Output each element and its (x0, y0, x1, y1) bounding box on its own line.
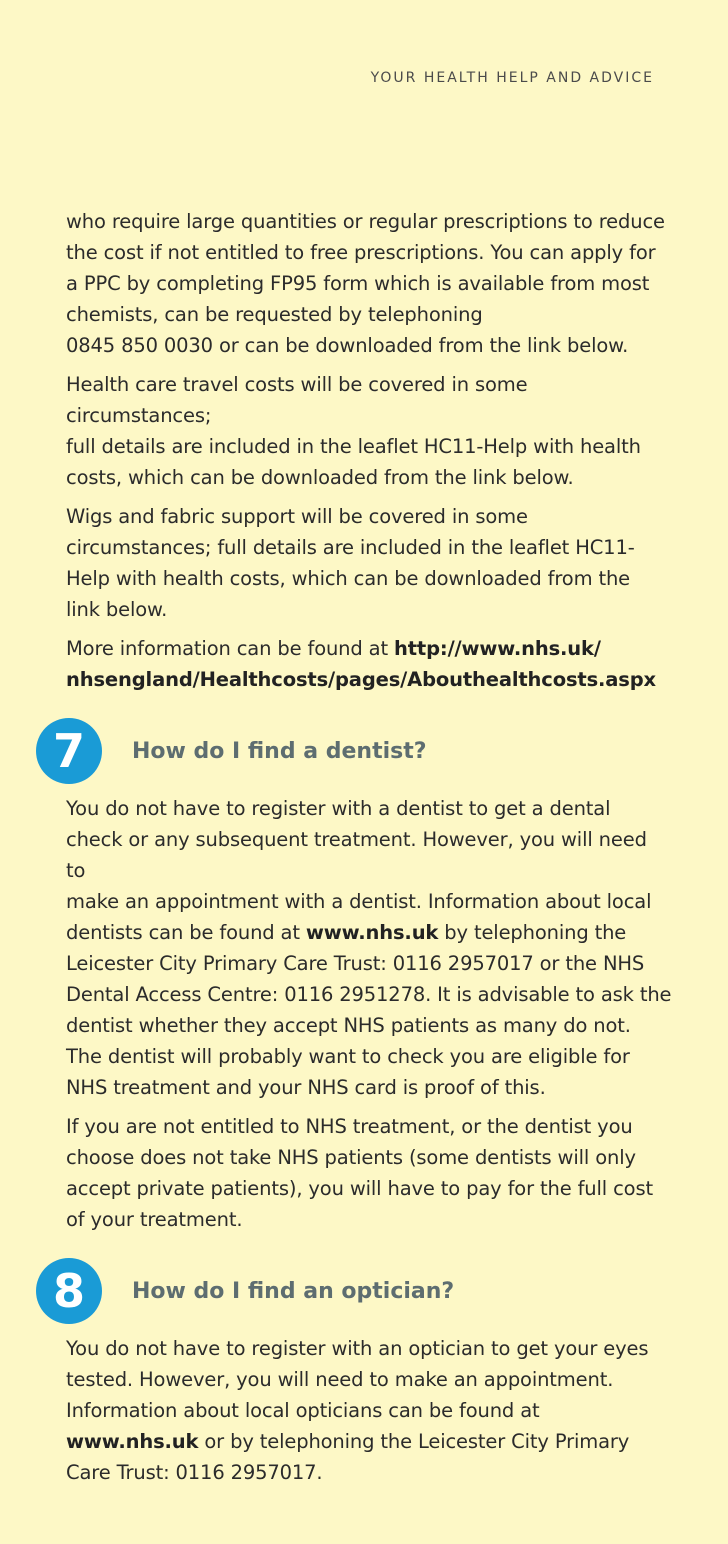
optician-paragraph (66, 1333, 672, 1488)
dentist-paragraph (66, 793, 672, 1103)
dentist-text-b: by telephoning the Leicester City Primary Care Trust: 0116 2957017 or the NHS Dental Access Centre: 0116 2951278. It is advisable to ask the dentist whether they accept NHS patients as many do not. The dentist will probably want to check you are eligible for NHS treatment and your NHS card is proof of this. (66, 921, 672, 1099)
healthcosts-link-part2[interactable]: nhsengland/Healthcosts/pages/Abouthealthcosts.aspx (66, 668, 656, 691)
healthcosts-link-part1[interactable]: http://www.nhs.uk/ (394, 637, 601, 660)
optician-text-b: or by telephoning the Leicester City Primary Care Trust: 0116 2957017. (66, 1430, 630, 1484)
optician-text-a: You do not have to register with an optician to get your eyes tested. However, you will need to make an appointment. Information about local opticians can be found at (66, 1337, 649, 1422)
section-7-title: How do I find a dentist? (132, 738, 427, 764)
ppc-paragraph: who require large quantities or regular prescriptions to reduce the cost if not entitled to free prescriptions. You can apply for a PPC by completing FP95 form which is available from most chemists, can be requested by telephoning 0845 850 0030 or can be downloaded from the link below. (66, 210, 665, 357)
section-8-number: 8 (36, 1258, 102, 1324)
section-7-heading (36, 715, 672, 787)
dentist-text-a: You do not have to register with a dentist to get a dental check or any subsequent treatment. However, you will need to make an appointment with a dentist. Information about local dentists can be found at (66, 797, 652, 944)
section-8-heading (36, 1255, 672, 1327)
wigs-paragraph: Wigs and fabric support will be covered in some circumstances; full details are included in the leaflet HC11- Help with health costs, which can be downloaded from the link below. (66, 505, 635, 621)
dentist-nhs-link[interactable]: www.nhs.uk (305, 921, 439, 944)
section-7-number: 7 (36, 718, 102, 784)
dentist-cost-paragraph: If you are not entitled to NHS treatment, or the dentist you choose does not take NHS patients (some dentists will only accept private patients), you will have to pay for the full cost of your treatment. (66, 1115, 653, 1231)
page-content (52, 206, 672, 1496)
running-header: YOUR HEALTH HELP AND ADVICE (370, 70, 654, 86)
section-8-title: How do I find an optician? (132, 1278, 455, 1304)
more-info-text: More information can be found at (66, 637, 395, 660)
optician-nhs-link[interactable]: www.nhs.uk (66, 1430, 199, 1453)
travel-costs-paragraph: Health care travel costs will be covered in some circumstances; full details are included in the leaflet HC11-Help with health costs, which can be downloaded from the link below. (66, 373, 641, 489)
more-info-paragraph (66, 633, 672, 695)
